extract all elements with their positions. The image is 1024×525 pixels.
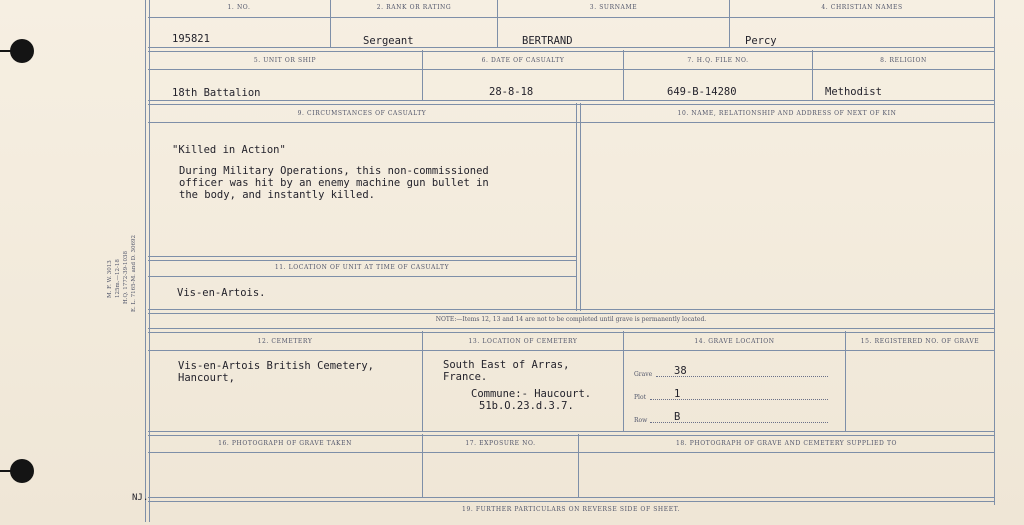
- side-print-line: M. F. W. 3013: [107, 260, 113, 298]
- rule: [148, 497, 994, 502]
- side-print-line: 125m.—12-18: [115, 259, 121, 298]
- grave-number: 38: [674, 365, 687, 377]
- row-value: B: [674, 411, 681, 423]
- rule: [148, 452, 994, 453]
- row-label: Row: [634, 417, 648, 424]
- rule: [148, 256, 576, 261]
- divider: [623, 331, 624, 431]
- rule: [148, 100, 994, 105]
- circumstances-text: officer was hit by an enemy machine gun bullet in: [179, 177, 489, 189]
- circumstances-text: During Military Operations, this non-commissioned: [179, 165, 489, 177]
- plot-label: Plot: [634, 394, 646, 401]
- side-print-line: H.Q. 1772-39-1038: [123, 251, 129, 304]
- hq-file-number: 649-B-14280: [667, 86, 737, 98]
- clerk-initials: NJ.: [132, 493, 149, 503]
- header-grave-location: 14. GRAVE LOCATION: [694, 338, 775, 345]
- grave-label: Grave: [634, 371, 653, 378]
- rule: [148, 309, 994, 314]
- header-hq-file: 7. H.Q. FILE NO.: [687, 57, 749, 64]
- frame-right: [994, 0, 995, 505]
- rule: [148, 47, 994, 52]
- rule: [148, 17, 994, 18]
- header-no: 1. NO.: [227, 4, 251, 11]
- circumstances-text: the body, and instantly killed.: [179, 189, 375, 201]
- surname-value: BERTRAND: [522, 35, 573, 47]
- header-date: 6. DATE OF CASUALTY: [481, 57, 565, 64]
- punch-hole-top: [10, 39, 34, 63]
- header-photograph-taken: 16. PHOTOGRAPH OF GRAVE TAKEN: [218, 440, 352, 447]
- religion-value: Methodist: [825, 86, 882, 98]
- punch-hole-bottom: [10, 459, 34, 483]
- header-rank: 2. RANK OR RATING: [376, 4, 452, 11]
- rule: [148, 350, 994, 351]
- cemetery-location: France.: [443, 371, 488, 383]
- completion-note: NOTE:—Items 12, 13 and 14 are not to be completed until grave is permanently located.: [435, 316, 707, 323]
- header-unit: 5. UNIT OR SHIP: [253, 57, 317, 64]
- rule: [148, 276, 576, 277]
- cemetery-map-reference: 51b.O.23.d.3.7.: [479, 400, 574, 412]
- location-of-unit-value: Vis-en-Artois.: [177, 287, 266, 299]
- header-location-of-cemetery: 13. LOCATION OF CEMETERY: [468, 338, 578, 345]
- header-cemetery: 12. CEMETERY: [257, 338, 313, 345]
- unit-value: 18th Battalion: [172, 87, 261, 99]
- cemetery-location: South East of Arras,: [443, 359, 570, 371]
- circumstances-title: "Killed in Action": [172, 144, 286, 156]
- header-registered-no: 15. REGISTERED NO. OF GRAVE: [860, 338, 980, 345]
- side-print-numbers: [105, 208, 145, 312]
- divider: [845, 331, 846, 431]
- christian-names-value: Percy: [745, 35, 777, 47]
- cemetery-name: Hancourt,: [178, 372, 235, 384]
- header-photograph-supplied: 18. PHOTOGRAPH OF GRAVE AND CEMETERY SUPPLIED TO: [675, 440, 898, 447]
- header-further-particulars: 19. FURTHER PARTICULARS ON REVERSE SIDE OF SHEET.: [462, 506, 680, 513]
- regimental-number: 195821: [172, 33, 210, 45]
- header-christian-names: 4. CHRISTIAN NAMES: [821, 4, 903, 11]
- cemetery-name: Vis-en-Artois British Cemetery,: [178, 360, 374, 372]
- header-next-of-kin: 10. NAME, RELATIONSHIP AND ADDRESS OF NEXT OF KIN: [677, 110, 897, 117]
- header-surname: 3. SURNAME: [589, 4, 638, 11]
- divider: [576, 103, 581, 311]
- header-circumstances: 9. CIRCUMSTANCES OF CASUALTY: [297, 110, 427, 117]
- header-location-of-unit: 11. LOCATION OF UNIT AT TIME OF CASUALTY: [274, 264, 450, 271]
- rule: [148, 69, 994, 70]
- rule: [148, 328, 994, 333]
- rule: [148, 431, 994, 436]
- header-exposure-no: 17. EXPOSURE NO.: [465, 440, 536, 447]
- side-print-line: E. L. 7165-M. and D. 30692: [131, 235, 137, 312]
- date-of-casualty: 28-8-18: [489, 86, 534, 98]
- cemetery-commune: Commune:- Haucourt.: [471, 388, 592, 400]
- divider: [422, 331, 423, 431]
- rule: [148, 122, 994, 123]
- header-religion: 8. RELIGION: [880, 57, 927, 64]
- rank-value: Sergeant: [363, 35, 414, 47]
- plot-number: 1: [674, 388, 681, 400]
